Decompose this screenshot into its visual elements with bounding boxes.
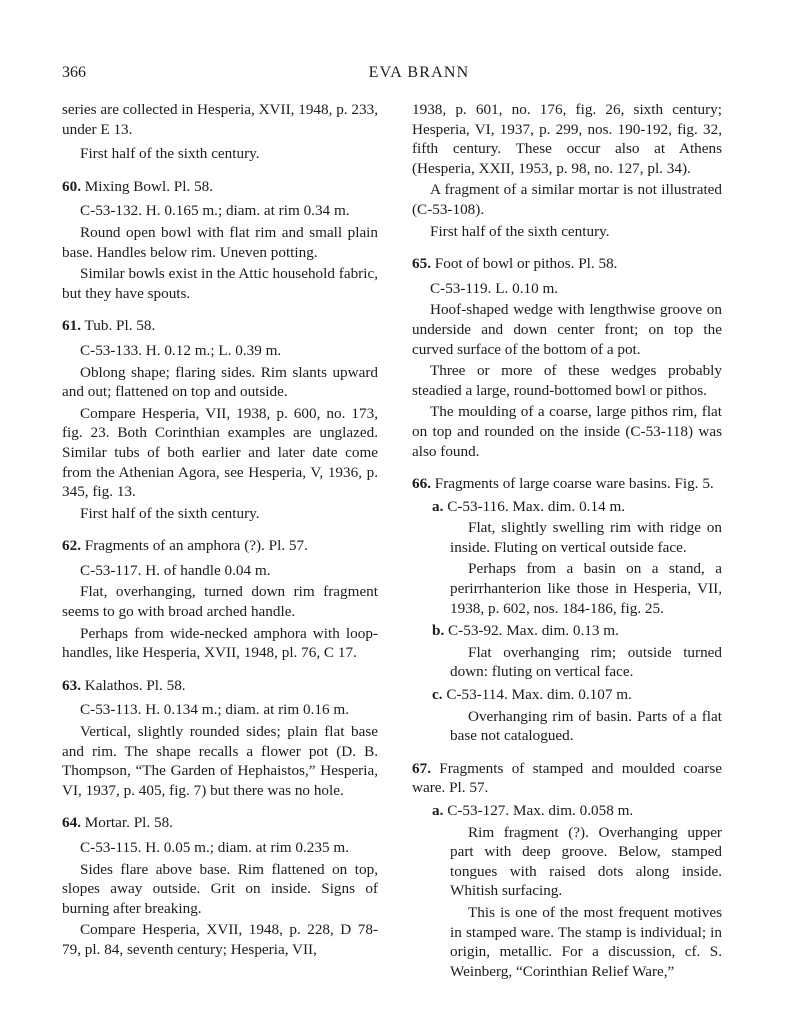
paragraph: First half of the sixth century. bbox=[80, 145, 260, 163]
entry-number: 61. bbox=[62, 317, 81, 335]
sub-entry-letter: c. bbox=[432, 686, 443, 704]
entry-title: Tub. Pl. 58. bbox=[84, 317, 156, 335]
right-column bbox=[412, 100, 722, 981]
entry-number: 65. bbox=[412, 255, 431, 273]
paragraph: Rim fragment (?). Overhanging upper part with deep groove. Below, stamped tongues with raised dots along inside. Whitish surfacing. bbox=[450, 823, 722, 900]
paragraph: Similar bowls exist in the Attic household fabric, but they have spouts. bbox=[62, 265, 378, 302]
entry-title: Fragments of large coarse ware basins. Fig. 5. bbox=[434, 475, 714, 493]
entry-number: 60. bbox=[62, 177, 81, 195]
catalogue-entry-heading bbox=[62, 676, 378, 696]
sub-entry-heading bbox=[412, 497, 722, 517]
paragraph: Flat, overhanging, turned down rim fragment seems to go with broad arched handle. bbox=[62, 583, 378, 621]
catalogue-id: C-53-92. Max. dim. 0.13 m. bbox=[448, 622, 619, 640]
catalogue-id: C-53-115. H. 0.05 m.; diam. at rim 0.235 m. bbox=[80, 839, 349, 856]
paragraph: Compare Hesperia, XVII, 1948, p. 228, D 78-79, pl. 84, seventh century; Hesperia, VII, bbox=[62, 921, 378, 958]
sub-entry-heading bbox=[412, 621, 722, 641]
entry-title: Fragments of an amphora (?). Pl. 57. bbox=[84, 537, 308, 555]
catalogue-id: C-53-127. Max. dim. 0.058 m. bbox=[447, 802, 634, 819]
paragraph: Three or more of these wedges probably steadied a large, round-bottomed bowl or pithos. bbox=[412, 362, 722, 399]
catalogue-id: C-53-119. L. 0.10 m. bbox=[430, 279, 559, 297]
sub-entry-letter: b. bbox=[432, 622, 445, 640]
paragraph: Oblong shape; flaring sides. Rim slants upward and out; flattened on top and outside. bbox=[62, 363, 378, 401]
left-column bbox=[62, 100, 378, 960]
running-head: EVA BRANN bbox=[368, 64, 470, 81]
paragraph: Sides flare above base. Rim flattened on top, slopes away outside. Grit on inside. Signs of burning after breaking. bbox=[62, 860, 378, 917]
paragraph: First half of the sixth century. bbox=[430, 222, 610, 240]
paragraph: series are collected in Hesperia, XVII, 1948, p. 233, under E 13. bbox=[62, 101, 378, 138]
paragraph: This is one of the most frequent motives in stamped ware. The stamp is individual; in origin, metallic. For a discussion, cf. S. Weinberg, “Corinthian Relief Ware,” bbox=[450, 903, 722, 980]
catalogue-id: C-53-116. Max. dim. 0.14 m. bbox=[447, 497, 626, 515]
catalogue-entry-heading bbox=[412, 474, 722, 494]
catalogue-id: C-53-114. Max. dim. 0.107 m. bbox=[446, 686, 632, 704]
page-header bbox=[62, 64, 776, 88]
entry-number: 63. bbox=[62, 676, 81, 694]
paragraph: Round open bowl with flat rim and small plain base. Handles below rim. Uneven potting. bbox=[62, 223, 378, 261]
paragraph: The moulding of a coarse, large pithos rim, flat on top and rounded on the inside (C-53-118) was also found. bbox=[412, 403, 722, 460]
sub-entry-letter: a. bbox=[432, 497, 444, 515]
paragraph: Flat, slightly swelling rim with ridge on inside. Fluting on vertical outside face. bbox=[450, 519, 722, 556]
catalogue-id: C-53-132. H. 0.165 m.; diam. at rim 0.34 m. bbox=[80, 202, 350, 220]
entry-number: 67. bbox=[412, 759, 431, 777]
paragraph: Overhanging rim of basin. Parts of a flat base not catalogued. bbox=[450, 707, 722, 745]
entry-title: Foot of bowl or pithos. Pl. 58. bbox=[434, 255, 618, 273]
paragraph: First half of the sixth century. bbox=[80, 504, 260, 522]
catalogue-entry-heading bbox=[412, 759, 722, 798]
catalogue-entry-heading bbox=[412, 254, 722, 274]
entry-number: 66. bbox=[412, 475, 431, 493]
page-number: 366 bbox=[62, 64, 86, 81]
entry-number: 64. bbox=[62, 814, 81, 832]
catalogue-entry-heading bbox=[62, 177, 378, 197]
catalogue-entry-heading bbox=[62, 536, 378, 556]
catalogue-id: C-53-113. H. 0.134 m.; diam. at rim 0.16 m. bbox=[80, 701, 349, 719]
catalogue-entry-heading bbox=[62, 316, 378, 336]
paragraph: Perhaps from a basin on a stand, a perirrhanterion like those in Hesperia, VII, 1938, p. 602, nos. 184-186, fig. 25. bbox=[450, 560, 722, 617]
sub-entry-letter: a. bbox=[432, 802, 444, 819]
paragraph: Hoof-shaped wedge with lengthwise groove on underside and down center front; on top the curved surface of the bottom of a pot. bbox=[412, 301, 722, 358]
catalogue-entry-heading bbox=[62, 813, 378, 833]
paragraph: A fragment of a similar mortar is not illustrated (C-53-108). bbox=[412, 181, 722, 218]
catalogue-id: C-53-133. H. 0.12 m.; L. 0.39 m. bbox=[80, 341, 282, 359]
entry-title: Fragments of stamped and moulded coarse ware. Pl. 57. bbox=[412, 759, 722, 797]
paragraph: 1938, p. 601, no. 176, fig. 26, sixth century; Hesperia, VI, 1937, p. 299, nos. 190-192, fig. 32, fifth century. These occur also at Athens (Hesperia, XXII, 1953, p. 98, no. 127, pl. 34). bbox=[412, 101, 722, 177]
sub-entry-heading bbox=[412, 801, 722, 821]
entry-title: Mortar. Pl. 58. bbox=[84, 814, 173, 832]
paragraph: Flat overhanging rim; outside turned down: fluting on vertical face. bbox=[450, 643, 722, 681]
entry-title: Mixing Bowl. Pl. 58. bbox=[84, 177, 214, 195]
paragraph: Compare Hesperia, VII, 1938, p. 600, no. 173, fig. 23. Both Corinthian examples are unglazed. Similar tubs of both earlier and later date come from the Athenian Agora, see Hesperia, V, 1936, p. 345, fig. 13. bbox=[62, 404, 378, 501]
paragraph: Vertical, slightly rounded sides; plain flat base and rim. The shape recalls a flower pot (D. B. Thompson, “The Garden of Hephaistos,” Hesperia, VI, 1937, p. 405, fig. 7) but there was no hole. bbox=[62, 723, 378, 799]
sub-entry-heading bbox=[412, 685, 722, 705]
entry-number: 62. bbox=[62, 537, 81, 555]
catalogue-id: C-53-117. H. of handle 0.04 m. bbox=[80, 561, 271, 579]
paragraph: Perhaps from wide-necked amphora with loop-handles, like Hesperia, XVII, 1948, pl. 76, C 17. bbox=[62, 624, 378, 662]
entry-title: Kalathos. Pl. 58. bbox=[84, 676, 186, 694]
